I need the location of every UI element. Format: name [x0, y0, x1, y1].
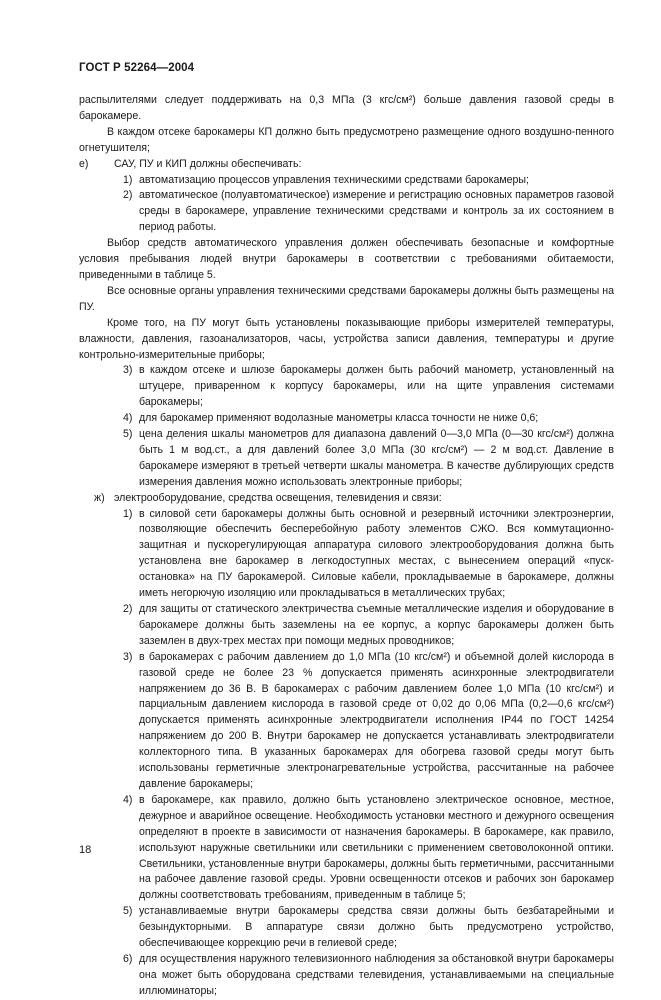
sub-item-number: 3) [123, 650, 133, 663]
sub-item-text: автоматизацию процессов управления техническими средствами барокамеры; [139, 173, 529, 186]
document-header: ГОСТ Р 52264—2004 [79, 62, 195, 74]
paragraph-continuation: распылителями следует поддерживать на 0,3 МПа (3 кгс/см²) больше давления газовой среды в барокамере. [79, 94, 614, 122]
sub-item [79, 602, 614, 650]
sub-item [79, 650, 614, 793]
paragraph-automation: Выбор средств автоматического управления должен обеспечивать безопасные и комфортные условия пребывания людей внутри барокамеры в соответствии с требованиями обитаемости, приведенными в таблице 5. [79, 237, 614, 281]
sub-item-number: 3) [123, 364, 133, 377]
sub-item [79, 507, 614, 602]
paragraph-extinguisher: В каждом отсеке барокамеры КП должно быть предусмотрено размещение одного воздушно-пенного огнетушителя; [79, 125, 614, 154]
sub-item [79, 363, 614, 411]
sub-item [79, 173, 614, 189]
sub-item [79, 188, 614, 236]
list-item-e [79, 157, 614, 173]
sub-item-number: 4) [123, 793, 133, 806]
list-label: ж) [94, 491, 105, 504]
sub-item-number: 1) [123, 173, 133, 186]
document-body [79, 93, 614, 1000]
sub-item-text: для барокамер применяют водолазные манометры класса точности не ниже 0,6; [139, 412, 539, 425]
sub-item [79, 427, 614, 491]
sub-item-text: в каждом отсеке и шлюзе барокамеры должен быть рабочий манометр, установленный на штуцере, приваренном к корпусу барокамеры, или на щите управления системами барокамеры; [139, 364, 614, 409]
sub-item-text: устанавливаемые внутри барокамеры средства связи должны быть безбатарейными и безындукторными. В аппаратуре связи должно быть предусмотрено устройство, обеспечивающее коррекцию речи в гелиевой среде; [139, 905, 614, 950]
sub-item [79, 411, 614, 427]
paragraph-controls: Все основные органы управления техническими средствами барокамеры должны быть размещены на ПУ. [79, 284, 614, 313]
sub-item-number: 5) [123, 905, 133, 918]
sub-item [79, 793, 614, 904]
sub-item-number: 1) [123, 507, 133, 520]
list-text: электрооборудование, средства освещения, телевидения и связи: [114, 491, 442, 504]
sub-item-number: 2) [123, 189, 133, 202]
sub-item-text: в силовой сети барокамеры должны быть основной и резервный источники электроэнергии, позволяющие обеспечить бесперебойную работу элементов СЖО. Вся коммутационно-защитная и пускорегулирующая аппаратура силового электрооборудования должна быть установлена вне барокамер в легкодоступных местах, с вынесением операций «пуск-остановка» на ПУ барокамерой. Силовые кабели, прокладываемые в барокамере, должны иметь негорючую изоляцию или прокладываться в металлических трубах; [139, 507, 614, 600]
sub-item [79, 952, 614, 1000]
sub-item-number: 2) [123, 603, 133, 615]
sub-item-number: 4) [123, 412, 133, 425]
list-item-zh [79, 491, 614, 507]
sub-item-text: для осуществления наружного телевизионного наблюдения за обстановкой внутри барокамеры она может быть оборудована средствами телевидения, устанавливаемыми на специальные иллюминаторы; [139, 952, 614, 997]
sub-item-number: 6) [123, 952, 133, 965]
sub-item-text: цена деления шкалы манометров для диапазона давлений 0—3,0 МПа (0—30 кгс/см²) должна быть 1 м вод.ст., а для давлений более 3,0 МПа (30 кгс/см²) — 2 м вод.ст. Давление в барокамере измеряют в третьей четверти шкалы манометра. В качестве дублирующих средств измерения давления можно использовать электронные приборы; [139, 428, 614, 488]
sub-item-text: для защиты от статического электричества съемные металлические изделия и оборудование в барокамере должны быть заземлены на ее корпус, а корпус барокамеры должен быть заземлен в двух-трех местах при помощи медных проводников; [139, 603, 614, 647]
list-label: е) [79, 157, 89, 170]
sub-item-number: 5) [123, 428, 133, 441]
sub-item [79, 904, 614, 952]
list-text: САУ, ПУ и КИП должны обеспечивать: [114, 157, 302, 170]
sub-item-text: автоматическое (полуавтоматическое) измерение и регистрацию основных параметров газовой среды в барокамере, управление техническими средствами и контроль за их состоянием в период работы. [139, 189, 614, 234]
sub-item-text: в барокамере, как правило, должно быть установлено электрическое основное, местное, дежурное и аварийное освещение. Необходимость установки местного и дежурного освещения определяют в проекте в зависимости от назначения барокамеры. В барокамере, как правило, используют наружные светильники или светильники с применением световолоконной оптики. Светильники, установленные внутри барокамеры, должны быть герметичными, рассчитанными на рабочее давление газовой среды. Уровни освещенности отсеков и рабочих зон барокамер должны соответствовать требованиям, приведенным в таблице 5; [139, 793, 614, 902]
page-number: 18 [79, 844, 92, 856]
paragraph-instruments: Кроме того, на ПУ могут быть установлены показывающие приборы измерителей температуры, влажности, давления, газоанализаторов, часы, устройства записи давления, температуры и другие контрольно-измерительные приборы; [79, 316, 614, 361]
sub-item-text: в барокамерах с рабочим давлением до 1,0 МПа (10 кгс/см²) и объемной долей кислорода в газовой среде не более 23 % допускается применять асинхронные электродвигатели напряжением до 36 В. В барокамерах с рабочим давлением более 1,0 МПа (10 кгс/см²) и парциальным давлением кислорода в газовой среде от 0,02 до 0,06 МПа (0,2—0,6 кгс/см²) допускается применять асинхронные электродвигатели исполнения IP44 по ГОСТ 14254 напряжением до 200 В. Внутри барокамер не допускается устанавливать электродвигатели коллекторного типа. В указанных барокамерах для обогрева газовой среды могут быть использованы герметичные электронагревательные устройства, рассчитанные на рабочее давление барокамеры; [139, 650, 614, 790]
